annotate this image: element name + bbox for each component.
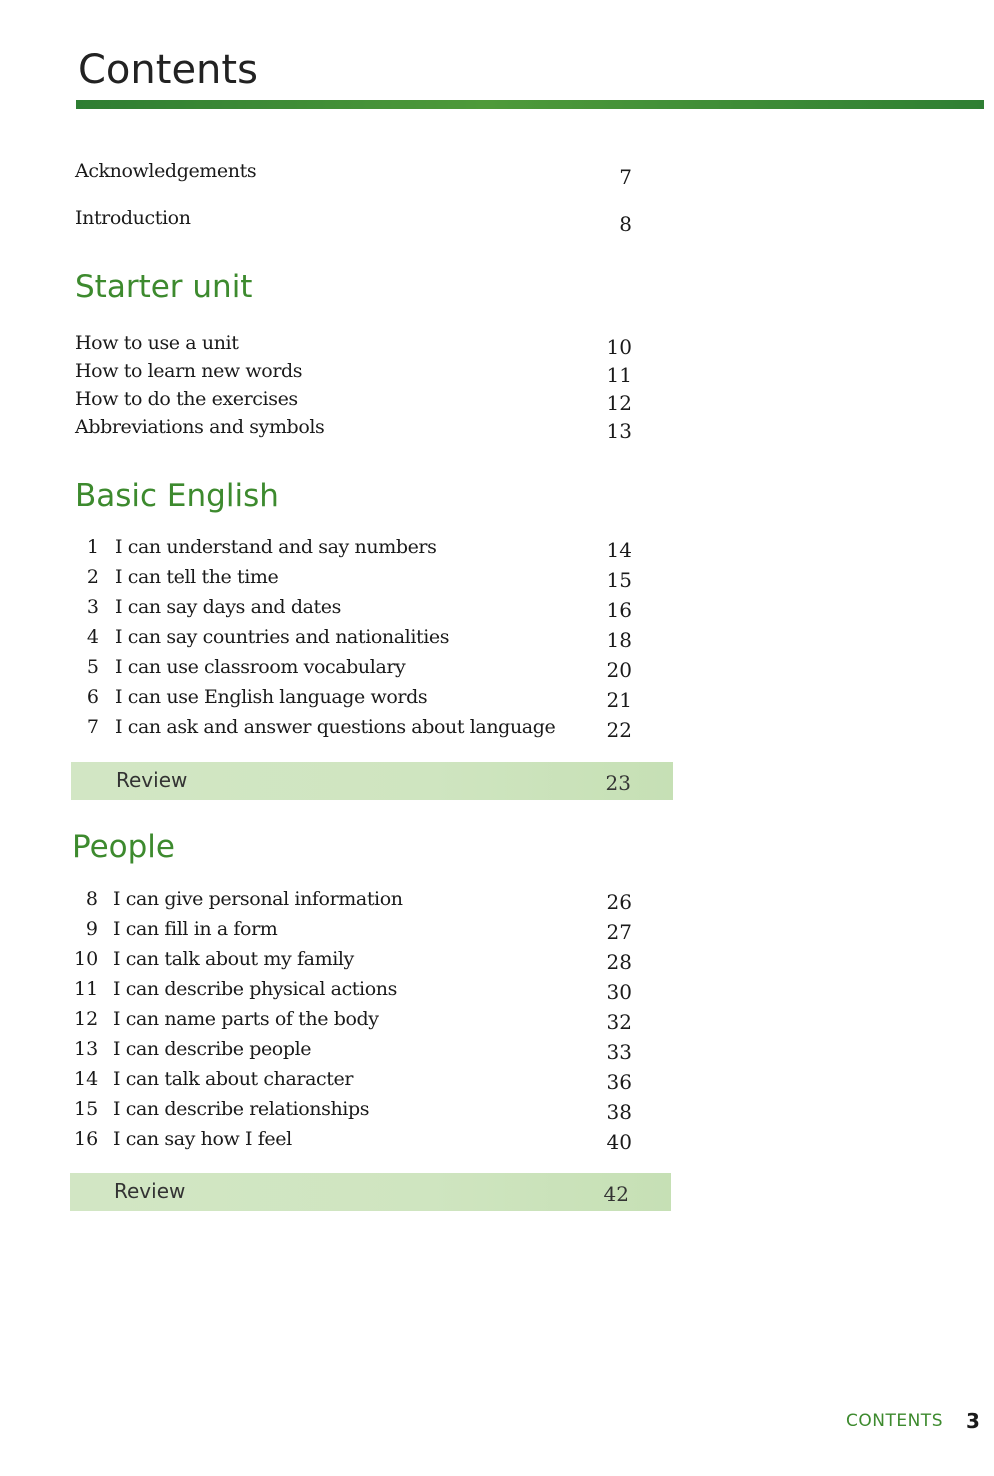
toc-entry-label: I can use classroom vocabulary (115, 656, 406, 678)
unit-number: 7 (86, 716, 99, 738)
toc-entry-page: 33 (606, 1040, 632, 1064)
unit-number: 3 (86, 596, 99, 618)
toc-entry-label: I can ask and answer questions about language (115, 716, 556, 738)
review-bar-people[interactable] (70, 1173, 671, 1211)
toc-entry-label: Acknowledgements (75, 160, 257, 182)
toc-entry-label: I can describe physical actions (113, 978, 397, 1000)
toc-entry-page: 14 (606, 538, 632, 562)
unit-number: 1 (86, 536, 99, 558)
toc-entry-label: How to learn new words (75, 360, 303, 382)
page-title: Contents (78, 47, 258, 93)
toc-entry-page: 11 (606, 363, 632, 387)
toc-entry-page: 16 (606, 598, 632, 622)
toc-entry-page: 10 (606, 335, 632, 359)
toc-entry-page: 30 (606, 980, 632, 1004)
toc-entry-page: 28 (606, 950, 632, 974)
toc-entry-label: I can talk about character (113, 1068, 354, 1090)
footer-page-number: 3 (966, 1409, 980, 1433)
toc-entry-page: 21 (606, 688, 632, 712)
review-page: 42 (603, 1182, 629, 1206)
toc-entry-label: I can understand and say numbers (115, 536, 437, 558)
toc-entry[interactable] (0, 563, 994, 591)
toc-entry-page: 7 (619, 165, 632, 189)
toc-entry[interactable] (0, 945, 994, 973)
toc-entry[interactable] (0, 653, 994, 681)
toc-entry-page: 32 (606, 1010, 632, 1034)
toc-entry-page: 26 (606, 890, 632, 914)
toc-entry-label: Introduction (75, 207, 191, 229)
unit-number: 5 (86, 656, 99, 678)
toc-entry-page: 40 (606, 1130, 632, 1154)
toc-entry-page: 15 (606, 568, 632, 592)
toc-entry[interactable] (0, 1095, 994, 1123)
toc-entry[interactable] (0, 975, 994, 1003)
toc-entry[interactable] (0, 413, 994, 441)
toc-entry[interactable] (0, 533, 994, 561)
toc-entry-label: How to use a unit (75, 332, 239, 354)
toc-entry[interactable] (0, 885, 994, 913)
toc-entry-page: 20 (606, 658, 632, 682)
review-label: Review (116, 768, 188, 792)
toc-entry-label: I can name parts of the body (113, 1008, 379, 1030)
toc-entry-label: I can fill in a form (113, 918, 278, 940)
toc-entry-page: 36 (606, 1070, 632, 1094)
section-heading-basic-english: Basic English (75, 478, 279, 514)
toc-entry[interactable] (0, 1005, 994, 1033)
toc-entry[interactable] (0, 915, 994, 943)
toc-entry-label: I can talk about my family (113, 948, 354, 970)
unit-number: 9 (85, 918, 98, 940)
toc-entry-introduction[interactable] (0, 204, 994, 236)
unit-number: 14 (74, 1068, 99, 1090)
toc-entry-label: I can say countries and nationalities (115, 626, 450, 648)
toc-entry-label: Abbreviations and symbols (75, 416, 325, 438)
unit-number: 10 (74, 948, 99, 970)
unit-number: 2 (86, 566, 99, 588)
section-heading-starter-unit: Starter unit (75, 269, 253, 305)
toc-entry[interactable] (0, 1125, 994, 1153)
toc-entry-page: 12 (606, 391, 632, 415)
toc-entry-page: 22 (606, 718, 632, 742)
unit-number: 15 (74, 1098, 99, 1120)
toc-entry-page: 38 (606, 1100, 632, 1124)
unit-number: 12 (74, 1008, 99, 1030)
toc-entry-page: 18 (606, 628, 632, 652)
unit-number: 13 (74, 1038, 99, 1060)
title-rule (76, 100, 984, 109)
toc-entry[interactable] (0, 593, 994, 621)
toc-entry[interactable] (0, 683, 994, 711)
toc-entry[interactable] (0, 1065, 994, 1093)
toc-entry[interactable] (0, 1035, 994, 1063)
toc-entry-page: 13 (606, 419, 632, 443)
toc-entry[interactable] (0, 713, 994, 741)
unit-number: 6 (86, 686, 99, 708)
toc-entry-label: I can say how I feel (113, 1128, 292, 1150)
unit-number: 11 (74, 978, 99, 1000)
unit-number: 8 (85, 888, 98, 910)
toc-entry-label: I can use English language words (115, 686, 428, 708)
toc-entry-label: I can give personal information (113, 888, 403, 910)
footer-running-head: CONTENTS (846, 1411, 943, 1431)
unit-number: 16 (74, 1128, 99, 1150)
toc-entry-label: How to do the exercises (75, 388, 298, 410)
toc-entry-label: I can describe relationships (113, 1098, 370, 1120)
toc-entry[interactable] (0, 357, 994, 385)
toc-entry-label: I can describe people (113, 1038, 312, 1060)
toc-entry-page: 27 (606, 920, 632, 944)
toc-entry-label: I can say days and dates (115, 596, 341, 618)
review-page: 23 (605, 771, 631, 795)
unit-number: 4 (86, 626, 99, 648)
toc-entry[interactable] (0, 329, 994, 357)
review-bar-basic-english[interactable] (71, 762, 673, 800)
toc-entry[interactable] (0, 623, 994, 651)
toc-entry-page: 8 (619, 212, 632, 236)
toc-entry-acknowledgements[interactable] (0, 157, 994, 189)
section-heading-people: People (72, 829, 175, 865)
toc-entry[interactable] (0, 385, 994, 413)
review-label: Review (114, 1179, 186, 1203)
toc-entry-label: I can tell the time (115, 566, 279, 588)
